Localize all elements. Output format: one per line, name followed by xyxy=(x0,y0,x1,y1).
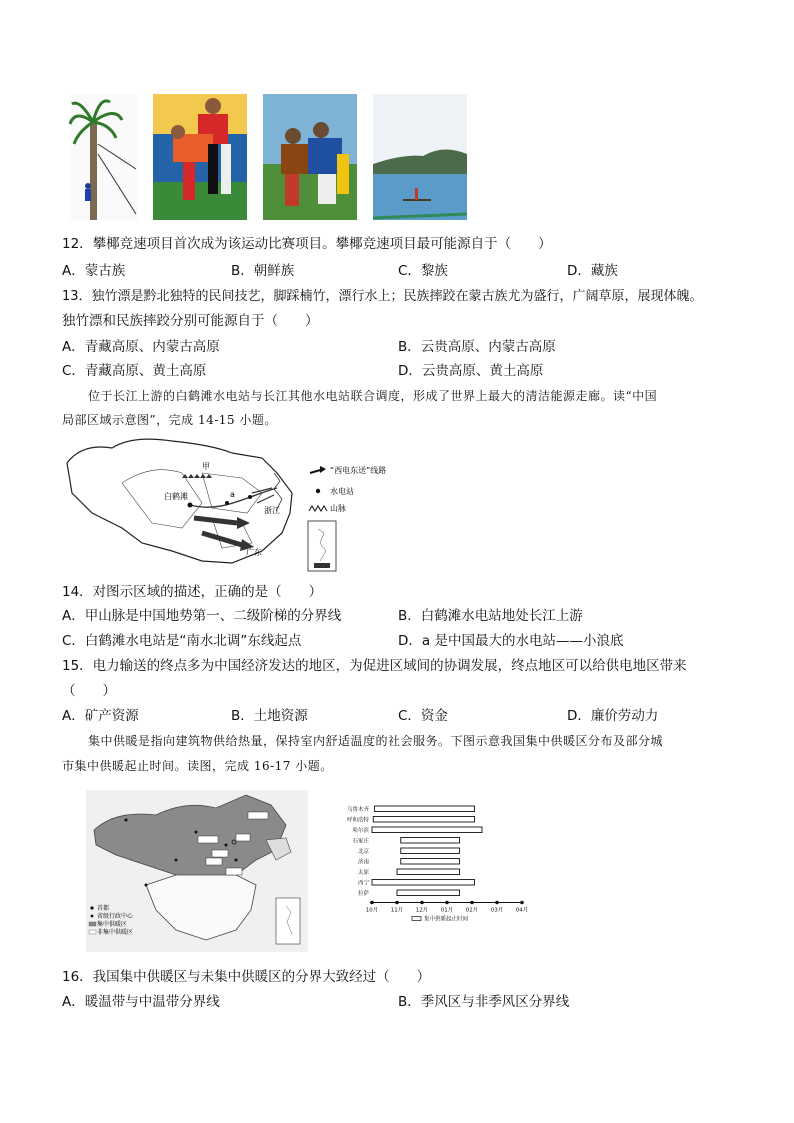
chart-tick-label: 03月 xyxy=(490,907,504,914)
photo-coconut-climbing xyxy=(70,94,138,220)
q15-option-b[interactable]: B．土地资源 xyxy=(231,708,308,724)
chart-tick-label: 02月 xyxy=(465,907,479,914)
q14-option-c[interactable]: C．白鹤滩水电站是“南水北调”东线起点 xyxy=(62,633,302,649)
label-a: a xyxy=(230,490,235,499)
question-15-line2: （ ） xyxy=(62,683,116,699)
legend-route: “西电东送”线路 xyxy=(330,466,387,475)
intro-14-line2: 局部区域示意图”，完成 14-15 小题。 xyxy=(62,413,277,427)
question-14: 14．对图示区域的描述，正确的是（ ） xyxy=(62,584,323,600)
chart-legend-swatch xyxy=(412,917,421,921)
label-zhejiang: 浙江 xyxy=(264,506,280,515)
intro-14-line1: 位于长江上游的白鹤滩水电站与长江其他水电站联合调度，形成了世界上最大的清洁能源走廊。读“中国 xyxy=(88,389,658,403)
chart-bar xyxy=(372,827,482,833)
q13-option-c[interactable]: C．青藏高原、黄土高原 xyxy=(62,363,207,379)
chart-category-label: 乌鲁木齐 xyxy=(346,807,369,813)
label-guangdong: 广东 xyxy=(246,548,262,557)
chart-tick-label: 10月 xyxy=(365,907,379,914)
chart-category-label: 西宁 xyxy=(357,880,369,887)
label-jia: 甲 xyxy=(202,462,210,471)
chart-tick-dot xyxy=(445,901,449,905)
chart-bar xyxy=(397,890,460,896)
chart-category-label: 济南 xyxy=(357,859,369,866)
chart-tick-label: 12月 xyxy=(415,907,429,914)
chart-tick-label: 11月 xyxy=(390,907,404,914)
legend-mountain: 山脉 xyxy=(330,504,346,513)
chart-tick-label: 04月 xyxy=(515,907,529,914)
legend-station: 水电站 xyxy=(330,487,354,496)
q16-option-b[interactable]: B．季风区与非季风区分界线 xyxy=(398,994,570,1010)
chart-tick-dot xyxy=(470,901,474,905)
intro-16-line1: 集中供暖是指向建筑物供给热量，保持室内舒适温度的社会服务。下图示意我国集中供暖区分布及部分城 xyxy=(88,734,664,748)
chart-legend-label: 集中供暖起止时间 xyxy=(424,916,469,923)
q15-option-a[interactable]: A．矿产资源 xyxy=(62,708,139,724)
question-12: 12．攀椰竞速项目首次成为该运动比赛项目。攀椰竞速项目最可能源自于（ ） xyxy=(62,236,552,252)
photo-bamboo-drifting xyxy=(373,94,467,220)
chart-tick-dot xyxy=(495,901,499,905)
chart-category-label: 北京 xyxy=(357,849,369,855)
chart-tick-dot xyxy=(520,901,524,905)
chart-bar xyxy=(401,848,460,854)
q16-option-a[interactable]: A．暖温带与中温带分界线 xyxy=(62,994,220,1010)
chart-tick-label: 01月 xyxy=(440,907,454,914)
legend-non-heating-zone: 非集中供暖区 xyxy=(97,929,134,936)
q12-option-c[interactable]: C．黎族 xyxy=(398,263,448,279)
chart-bar xyxy=(373,817,474,823)
chart-bar xyxy=(397,869,460,875)
question-13-line1: 13．独竹漂是黔北独特的民间技艺，脚踩楠竹，漂行水上；民族摔跤在蒙古族尤为盛行，广阔草原，展现体魄。 xyxy=(62,289,703,304)
map-heating-regions xyxy=(86,790,308,952)
chart-tick-dot xyxy=(395,901,399,905)
legend-capital: 首都 xyxy=(97,905,110,912)
label-baihetan: 白鹤滩 xyxy=(164,492,188,501)
chart-tick-dot xyxy=(420,901,424,905)
chart-category-label: 石家庄 xyxy=(352,838,369,845)
photo-mongolian-wrestling xyxy=(263,94,357,220)
chart-bar xyxy=(401,838,460,844)
q13-option-d[interactable]: D．云贵高原、黄土高原 xyxy=(398,363,544,379)
chart-category-label: 呼和浩特 xyxy=(346,817,369,824)
chart-bar xyxy=(372,880,475,886)
question-13-line2: 独竹漂和民族摔跤分别可能源自于（ ） xyxy=(62,313,319,329)
chart-category-label: 拉萨 xyxy=(357,891,369,897)
chart-tick-dot xyxy=(370,901,374,905)
q12-option-b[interactable]: B．朝鲜族 xyxy=(231,263,295,279)
q15-option-c[interactable]: C．资金 xyxy=(398,708,448,724)
q14-option-b[interactable]: B．白鹤滩水电站地处长江上游 xyxy=(398,608,583,624)
map-china-region xyxy=(62,433,387,575)
photo-korean-wrestling xyxy=(153,94,247,220)
question-15-line1: 15．电力输送的终点多为中国经济发达的地区，为促进区域间的协调发展，终点地区可以给供电地区带来 xyxy=(62,658,687,674)
q12-option-a[interactable]: A．蒙古族 xyxy=(62,263,126,279)
q13-option-a[interactable]: A．青藏高原、内蒙古高原 xyxy=(62,339,220,355)
q14-option-d[interactable]: D．a 是中国最大的水电站——小浪底 xyxy=(398,633,624,649)
chart-bar xyxy=(375,806,475,812)
legend-heating-zone: 集中供暖区 xyxy=(97,921,128,928)
chart-category-label: 哈尔滨 xyxy=(352,828,369,834)
legend-provincial-center: 省级行政中心 xyxy=(97,913,134,920)
q15-option-d[interactable]: D．廉价劳动力 xyxy=(567,708,659,724)
question-16: 16．我国集中供暖区与未集中供暖区的分界大致经过（ ） xyxy=(62,969,431,985)
q12-option-d[interactable]: D．藏族 xyxy=(567,263,618,279)
intro-16-line2: 市集中供暖起止时间。读图，完成 16-17 小题。 xyxy=(62,759,333,773)
q13-option-b[interactable]: B．云贵高原、内蒙古高原 xyxy=(398,339,556,355)
heating-period-chart xyxy=(330,798,535,938)
q14-option-a[interactable]: A．甲山脉是中国地势第一、二级阶梯的分界线 xyxy=(62,608,342,624)
chart-bar xyxy=(401,859,460,865)
chart-category-label: 太原 xyxy=(357,870,369,876)
